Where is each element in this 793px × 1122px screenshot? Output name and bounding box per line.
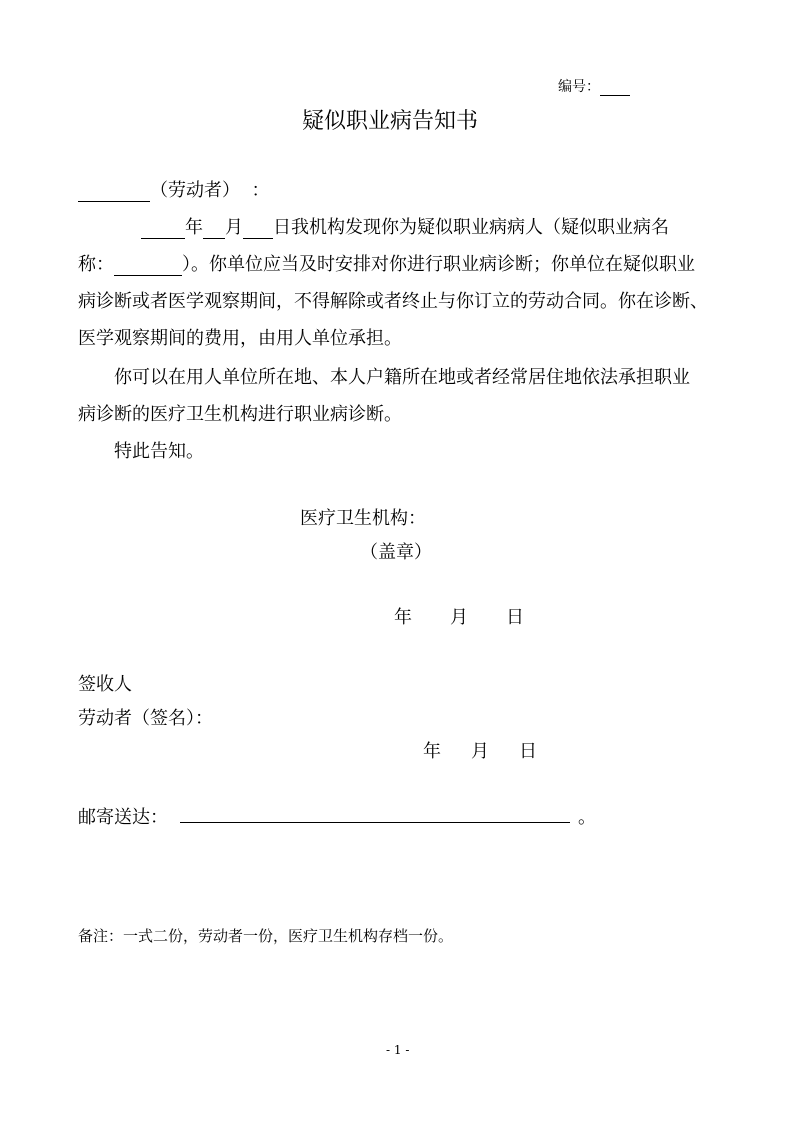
month-blank[interactable] — [203, 219, 225, 239]
mail-end: 。 — [578, 807, 596, 828]
body-line-7: 特此告知。 — [114, 441, 204, 462]
body-line-4: 医学观察期间的费用，由用人单位承担。 — [78, 328, 402, 349]
note: 备注：一式二份，劳动者一份，医疗卫生机构存档一份。 — [78, 927, 454, 945]
serial-label: 编号： — [558, 79, 600, 95]
worker-sign-label: 劳动者（签名）： — [78, 708, 213, 729]
recipient-name-blank[interactable] — [78, 182, 150, 202]
serial-number — [558, 76, 630, 96]
serial-blank[interactable] — [600, 80, 630, 96]
institution-label: 医疗卫生机构： — [300, 508, 426, 529]
receipt-date: 年 月 日 — [423, 741, 537, 762]
seal-label: （盖章） — [360, 542, 432, 563]
body-line-2: 称： ）。你单位应当及时安排对你进行职业病诊断；你单位在疑似职业 — [78, 254, 695, 275]
recipient-colon: ： — [251, 180, 270, 201]
mail-address-blank[interactable] — [180, 822, 570, 823]
page-number: - 1 - — [386, 1043, 410, 1057]
day-blank[interactable] — [243, 219, 273, 239]
mail-label: 邮寄送达： — [78, 807, 168, 828]
body-line-5: 你可以在用人单位所在地、本人户籍所在地或者经常居住地依法承担职业 — [114, 367, 690, 388]
body-line-3: 病诊断或者医学观察期间，不得解除或者终止与你订立的劳动合同。你在诊断、 — [78, 291, 708, 312]
document-title: 疑似职业病告知书 — [302, 109, 479, 134]
recipient-line — [78, 176, 269, 202]
disease-name-blank[interactable] — [114, 256, 182, 276]
recipient-suffix: （劳动者） — [150, 180, 240, 201]
body-line-6: 病诊断的医疗卫生机构进行职业病诊断。 — [78, 404, 402, 425]
institution-date: 年 月 日 — [394, 607, 524, 628]
body-line-1: 年 月 日我机构发现你为疑似职业病病人（疑似职业病名 — [141, 213, 669, 239]
year-blank[interactable] — [141, 219, 185, 239]
signee-label: 签收人 — [78, 674, 132, 695]
